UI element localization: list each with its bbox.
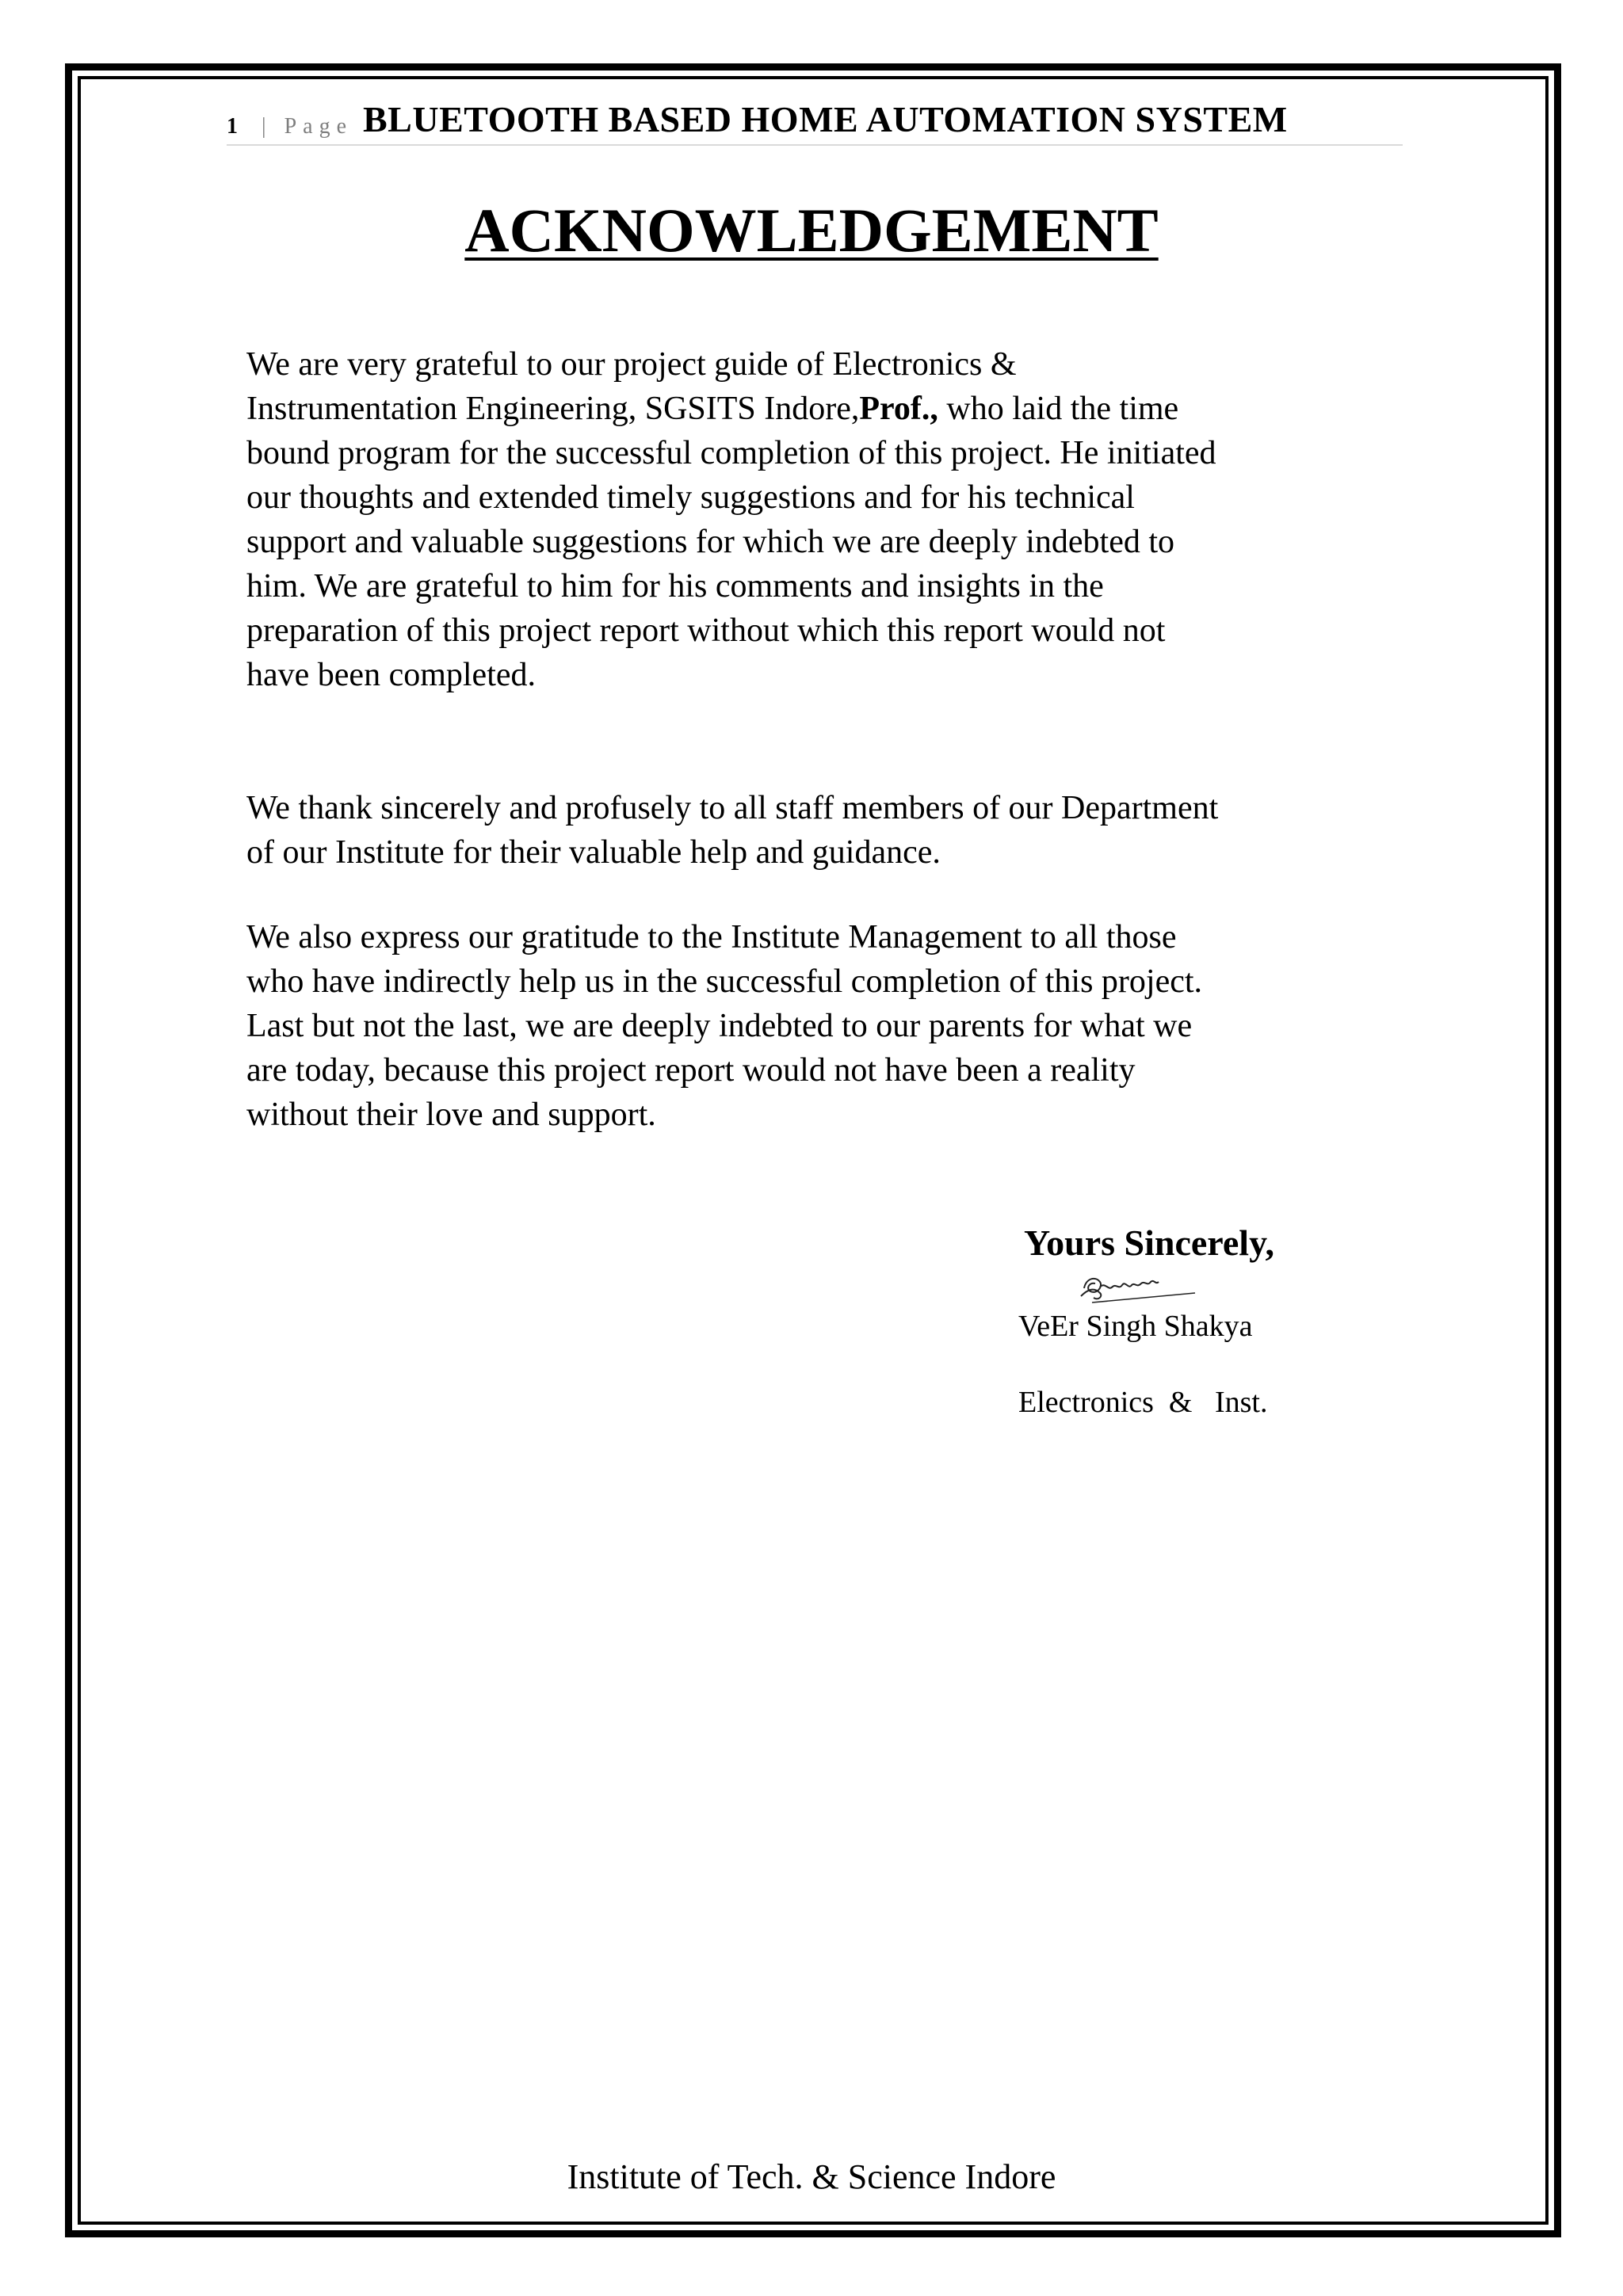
paragraph-line: [246, 387, 1419, 431]
paragraph-line: Last but not the last, we are deeply indebted to our parents for what we: [246, 1008, 1193, 1044]
signatory-department: Electronics & Inst.: [1018, 1386, 1268, 1419]
signatory-name: VeEr Singh Shakya: [1018, 1310, 1253, 1343]
paragraph-line: are today, because this project report would not have been a reality: [246, 1052, 1136, 1089]
paragraph-3: [246, 915, 1419, 1137]
closing-salutation: Yours Sincerely,: [1024, 1222, 1275, 1263]
paragraph-line: bound program for the successful completion of this project. He initiated: [246, 435, 1216, 471]
paragraph-line: preparation of this project report without which this report would not: [246, 612, 1166, 649]
page-header: [227, 98, 1403, 146]
paragraph-line: We thank sincerely and profusely to all staff members of our Department: [246, 790, 1219, 826]
handwritten-signature: [1076, 1258, 1203, 1314]
paragraph-line: We also express our gratitude to the Institute Management to all those: [246, 919, 1177, 955]
paragraph-line-text: who laid the time: [938, 391, 1179, 427]
paragraph-line-text: Instrumentation Engineering, SGSITS Indore,: [246, 391, 860, 427]
document-title: ACKNOWLEDGEMENT: [464, 196, 1159, 265]
paragraph-2: [246, 786, 1419, 875]
page-number: 1: [227, 114, 238, 139]
paragraph-line: of our Institute for their valuable help and guidance.: [246, 834, 941, 871]
paragraph-line: who have indirectly help us in the successful completion of this project.: [246, 963, 1203, 1000]
paragraph-1: [246, 342, 1419, 697]
page-footer: Institute of Tech. & Science Indore: [567, 2157, 1056, 2196]
paragraph-line: We are very grateful to our project guide of Electronics &: [246, 346, 1017, 383]
paragraph-line: our thoughts and extended timely suggestions and for his technical: [246, 479, 1135, 516]
page-label: | Page: [262, 114, 353, 139]
paragraph-line: him. We are grateful to him for his comments and insights in the: [246, 568, 1104, 605]
paragraph-line: have been completed.: [246, 657, 536, 693]
header-title: BLUETOOTH BASED HOME AUTOMATION SYSTEM: [363, 99, 1288, 139]
paragraph-line: support and valuable suggestions for which we are deeply indebted to: [246, 524, 1175, 560]
paragraph-line: without their love and support.: [246, 1097, 656, 1133]
prof-bold-text: Prof.,: [859, 391, 938, 427]
document-title-block: [0, 196, 1623, 265]
